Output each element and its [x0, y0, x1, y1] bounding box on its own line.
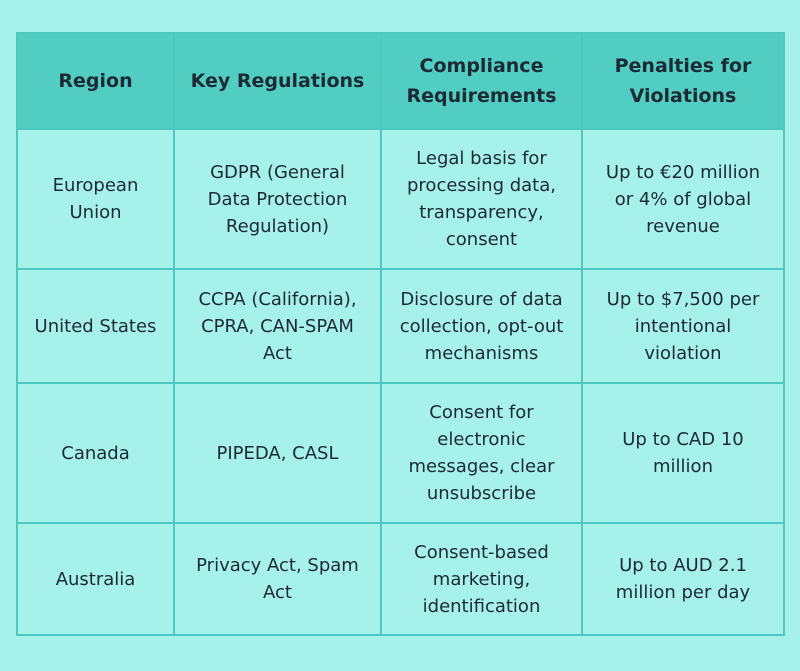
cell-penalties: Up to €20 million or 4% of global revenue [582, 129, 784, 269]
cell-penalties: Up to CAD 10 million [582, 383, 784, 523]
table-row [17, 383, 784, 523]
cell-region: Canada [17, 383, 174, 523]
cell-compliance-requirements: Consent-based marketing, identification [381, 523, 582, 635]
table-row [17, 523, 784, 635]
cell-compliance-requirements: Legal basis for processing data, transparency, consent [381, 129, 582, 269]
header-compliance-requirements: Compliance Requirements [381, 33, 582, 129]
cell-region: European Union [17, 129, 174, 269]
cell-compliance-requirements: Consent for electronic messages, clear unsubscribe [381, 383, 582, 523]
header-region: Region [17, 33, 174, 129]
cell-key-regulations: CCPA (California), CPRA, CAN-SPAM Act [174, 269, 381, 383]
table-header-row [17, 33, 784, 129]
cell-region: Australia [17, 523, 174, 635]
cell-key-regulations: GDPR (General Data Protection Regulation) [174, 129, 381, 269]
cell-compliance-requirements: Disclosure of data collection, opt-out mechanisms [381, 269, 582, 383]
table-row [17, 269, 784, 383]
table-row [17, 129, 784, 269]
cell-penalties: Up to AUD 2.1 million per day [582, 523, 784, 635]
regulations-table-container [16, 32, 783, 636]
cell-key-regulations: Privacy Act, Spam Act [174, 523, 381, 635]
cell-key-regulations: PIPEDA, CASL [174, 383, 381, 523]
header-penalties: Penalties for Violations [582, 33, 784, 129]
header-key-regulations: Key Regulations [174, 33, 381, 129]
regulations-table [16, 32, 785, 636]
cell-penalties: Up to $7,500 per intentional violation [582, 269, 784, 383]
cell-region: United States [17, 269, 174, 383]
